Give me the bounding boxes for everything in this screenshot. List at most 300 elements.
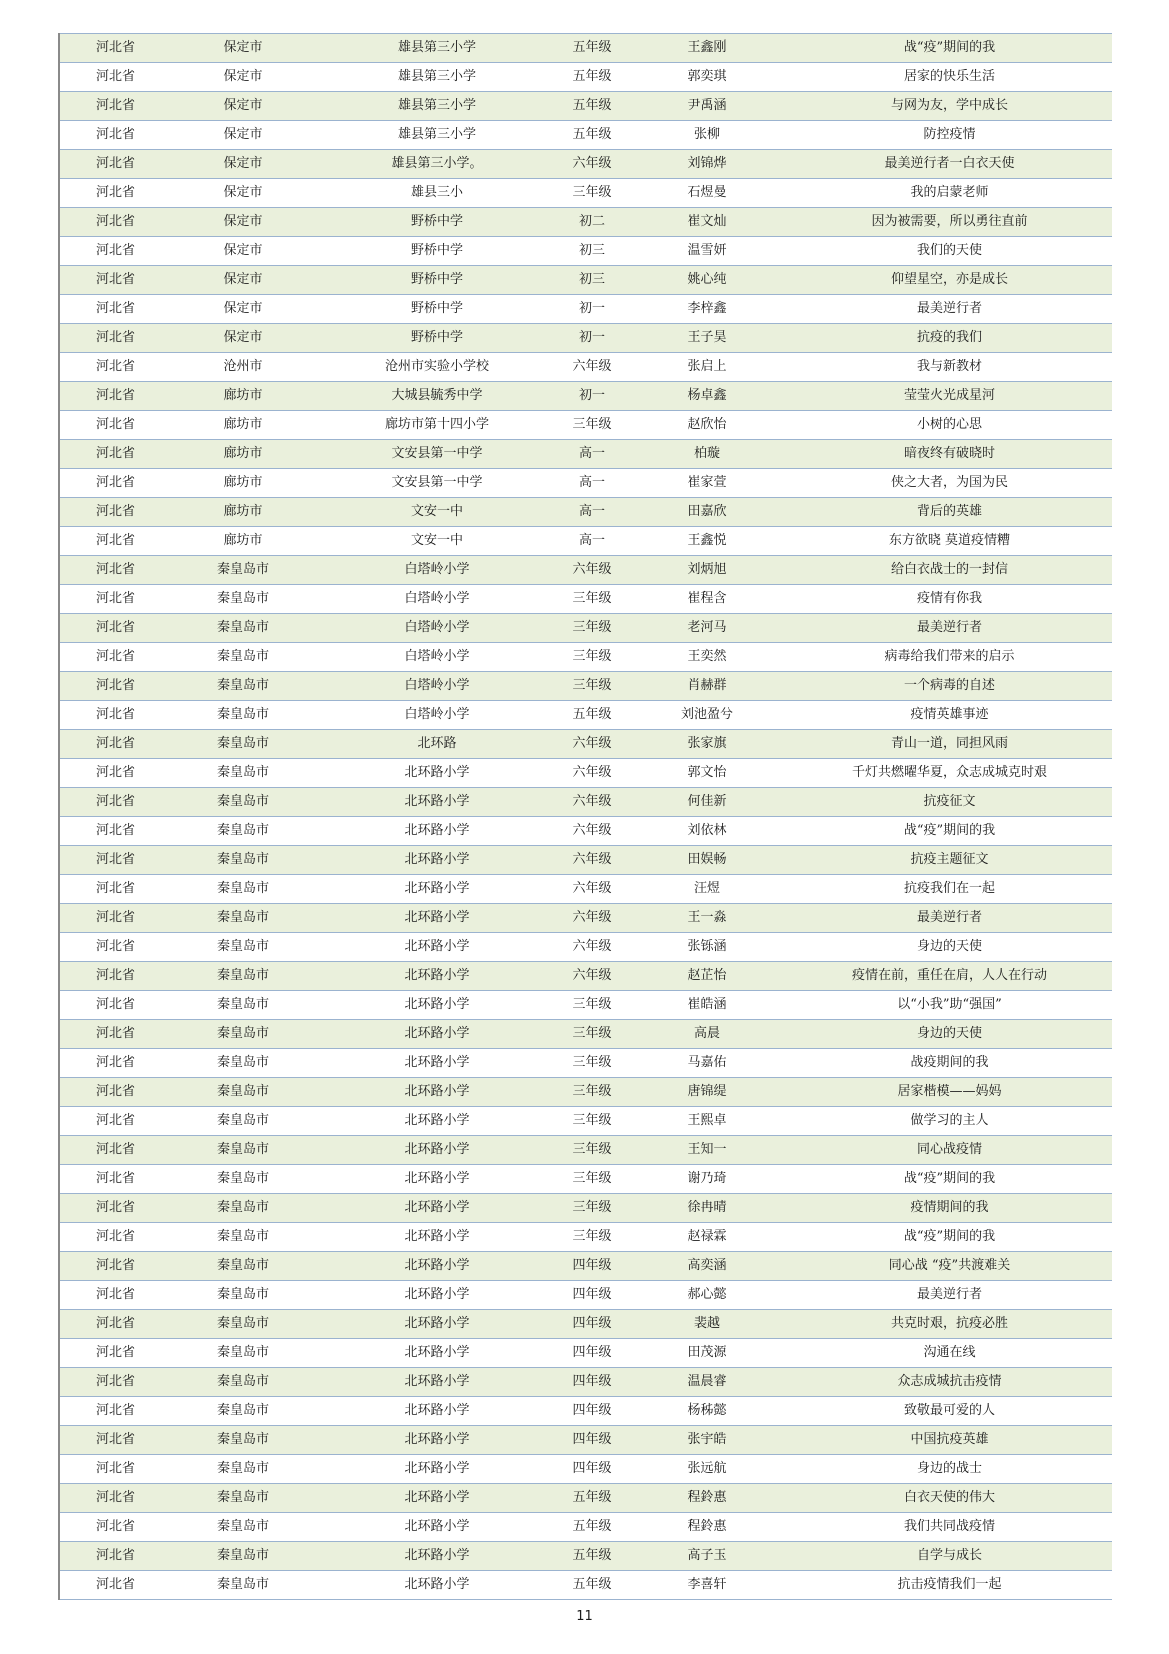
essay-title-cell: 一个病毒的自述 bbox=[787, 672, 1112, 701]
essay-title-cell: 我与新教材 bbox=[787, 353, 1112, 382]
essay-title-cell: 身边的天使 bbox=[787, 1020, 1112, 1049]
school-cell: 北环路小学 bbox=[317, 933, 557, 962]
grade-cell: 高一 bbox=[557, 440, 627, 469]
essay-title-cell: 以“小我”助“强国” bbox=[787, 991, 1112, 1020]
grade-cell: 三年级 bbox=[557, 1049, 627, 1078]
grade-cell: 三年级 bbox=[557, 614, 627, 643]
table-row bbox=[59, 846, 1112, 875]
grade-cell: 三年级 bbox=[557, 1107, 627, 1136]
city-cell: 廊坊市 bbox=[169, 498, 317, 527]
student-name-cell: 徐冉晴 bbox=[627, 1194, 787, 1223]
page-number: 11 bbox=[576, 1609, 593, 1624]
school-cell: 雄县第三小学 bbox=[317, 63, 557, 92]
city-cell: 秦皇岛市 bbox=[169, 614, 317, 643]
city-cell: 保定市 bbox=[169, 121, 317, 150]
essay-title-cell: 疫情英雄事迹 bbox=[787, 701, 1112, 730]
table-row bbox=[59, 701, 1112, 730]
school-cell: 北环路小学 bbox=[317, 1513, 557, 1542]
school-cell: 北环路小学 bbox=[317, 1194, 557, 1223]
school-cell: 白塔岭小学 bbox=[317, 643, 557, 672]
student-name-cell: 姚心纯 bbox=[627, 266, 787, 295]
province-cell: 河北省 bbox=[59, 1368, 169, 1397]
province-cell: 河北省 bbox=[59, 614, 169, 643]
student-name-cell: 王鑫刚 bbox=[627, 34, 787, 63]
student-name-cell: 崔文灿 bbox=[627, 208, 787, 237]
table-row bbox=[59, 933, 1112, 962]
province-cell: 河北省 bbox=[59, 295, 169, 324]
table-row bbox=[59, 179, 1112, 208]
school-cell: 北环路小学 bbox=[317, 991, 557, 1020]
school-cell: 雄县第三小学 bbox=[317, 34, 557, 63]
city-cell: 秦皇岛市 bbox=[169, 1455, 317, 1484]
school-cell: 野桥中学 bbox=[317, 237, 557, 266]
school-cell: 北环路小学 bbox=[317, 846, 557, 875]
table-row bbox=[59, 1136, 1112, 1165]
city-cell: 秦皇岛市 bbox=[169, 1281, 317, 1310]
city-cell: 廊坊市 bbox=[169, 469, 317, 498]
school-cell: 北环路小学 bbox=[317, 1339, 557, 1368]
essay-title-cell: 抗疫主题征文 bbox=[787, 846, 1112, 875]
table-row bbox=[59, 353, 1112, 382]
grade-cell: 四年级 bbox=[557, 1455, 627, 1484]
grade-cell: 三年级 bbox=[557, 1136, 627, 1165]
grade-cell: 四年级 bbox=[557, 1426, 627, 1455]
grade-cell: 五年级 bbox=[557, 701, 627, 730]
school-cell: 北环路小学 bbox=[317, 1020, 557, 1049]
table-row bbox=[59, 730, 1112, 759]
essay-title-cell: 自学与成长 bbox=[787, 1542, 1112, 1571]
city-cell: 保定市 bbox=[169, 208, 317, 237]
student-name-cell: 张铄涵 bbox=[627, 933, 787, 962]
student-name-cell: 唐锦缇 bbox=[627, 1078, 787, 1107]
city-cell: 秦皇岛市 bbox=[169, 1049, 317, 1078]
student-name-cell: 高奕涵 bbox=[627, 1252, 787, 1281]
table-row bbox=[59, 904, 1112, 933]
province-cell: 河北省 bbox=[59, 527, 169, 556]
student-name-cell: 赵欣怡 bbox=[627, 411, 787, 440]
city-cell: 秦皇岛市 bbox=[169, 1252, 317, 1281]
student-name-cell: 肖赫群 bbox=[627, 672, 787, 701]
essay-title-cell: 沟通在线 bbox=[787, 1339, 1112, 1368]
province-cell: 河北省 bbox=[59, 1426, 169, 1455]
city-cell: 秦皇岛市 bbox=[169, 730, 317, 759]
grade-cell: 五年级 bbox=[557, 1571, 627, 1600]
province-cell: 河北省 bbox=[59, 1107, 169, 1136]
essay-title-cell: 最美逆行者 bbox=[787, 614, 1112, 643]
province-cell: 河北省 bbox=[59, 585, 169, 614]
city-cell: 秦皇岛市 bbox=[169, 1310, 317, 1339]
province-cell: 河北省 bbox=[59, 121, 169, 150]
province-cell: 河北省 bbox=[59, 1165, 169, 1194]
city-cell: 秦皇岛市 bbox=[169, 1078, 317, 1107]
city-cell: 保定市 bbox=[169, 179, 317, 208]
student-name-cell: 李喜轩 bbox=[627, 1571, 787, 1600]
province-cell: 河北省 bbox=[59, 1049, 169, 1078]
city-cell: 秦皇岛市 bbox=[169, 962, 317, 991]
essay-title-cell: 最美逆行者 bbox=[787, 1281, 1112, 1310]
student-name-cell: 郝心懿 bbox=[627, 1281, 787, 1310]
student-name-cell: 裴越 bbox=[627, 1310, 787, 1339]
student-name-cell: 刘炳旭 bbox=[627, 556, 787, 585]
essay-title-cell: 抗疫我们在一起 bbox=[787, 875, 1112, 904]
school-cell: 北环路小学 bbox=[317, 1281, 557, 1310]
essay-title-cell: 青山一道，同担风雨 bbox=[787, 730, 1112, 759]
school-cell: 北环路小学 bbox=[317, 788, 557, 817]
grade-cell: 三年级 bbox=[557, 179, 627, 208]
essay-title-cell: 我的启蒙老师 bbox=[787, 179, 1112, 208]
city-cell: 保定市 bbox=[169, 150, 317, 179]
essay-title-cell: 我们共同战疫情 bbox=[787, 1513, 1112, 1542]
essay-title-cell: 最美逆行者一白衣天使 bbox=[787, 150, 1112, 179]
city-cell: 秦皇岛市 bbox=[169, 759, 317, 788]
table-row bbox=[59, 672, 1112, 701]
grade-cell: 六年级 bbox=[557, 353, 627, 382]
city-cell: 保定市 bbox=[169, 34, 317, 63]
province-cell: 河北省 bbox=[59, 1078, 169, 1107]
table-row bbox=[59, 324, 1112, 353]
student-name-cell: 程鈴惠 bbox=[627, 1513, 787, 1542]
city-cell: 秦皇岛市 bbox=[169, 1165, 317, 1194]
province-cell: 河北省 bbox=[59, 324, 169, 353]
school-cell: 北环路小学 bbox=[317, 817, 557, 846]
province-cell: 河北省 bbox=[59, 1339, 169, 1368]
province-cell: 河北省 bbox=[59, 730, 169, 759]
table-row bbox=[59, 643, 1112, 672]
school-cell: 野桥中学 bbox=[317, 324, 557, 353]
city-cell: 秦皇岛市 bbox=[169, 788, 317, 817]
table-row bbox=[59, 991, 1112, 1020]
table-row bbox=[59, 614, 1112, 643]
grade-cell: 初一 bbox=[557, 295, 627, 324]
school-cell: 白塔岭小学 bbox=[317, 585, 557, 614]
grade-cell: 五年级 bbox=[557, 1484, 627, 1513]
grade-cell: 六年级 bbox=[557, 788, 627, 817]
essay-title-cell: 战“疫”期间的我 bbox=[787, 1223, 1112, 1252]
essay-title-cell: 东方欲晓 莫道疫情糟 bbox=[787, 527, 1112, 556]
essay-title-cell: 同心战 “疫”共渡难关 bbox=[787, 1252, 1112, 1281]
province-cell: 河北省 bbox=[59, 382, 169, 411]
city-cell: 廊坊市 bbox=[169, 527, 317, 556]
school-cell: 雄县第三小学。 bbox=[317, 150, 557, 179]
student-name-cell: 张启上 bbox=[627, 353, 787, 382]
city-cell: 保定市 bbox=[169, 266, 317, 295]
school-cell: 北环路小学 bbox=[317, 904, 557, 933]
province-cell: 河北省 bbox=[59, 1281, 169, 1310]
city-cell: 沧州市 bbox=[169, 353, 317, 382]
province-cell: 河北省 bbox=[59, 63, 169, 92]
city-cell: 廊坊市 bbox=[169, 440, 317, 469]
grade-cell: 三年级 bbox=[557, 1194, 627, 1223]
table-row bbox=[59, 585, 1112, 614]
grade-cell: 五年级 bbox=[557, 1542, 627, 1571]
school-cell: 北环路小学 bbox=[317, 1455, 557, 1484]
school-cell: 北环路小学 bbox=[317, 1049, 557, 1078]
school-cell: 北环路 bbox=[317, 730, 557, 759]
school-cell: 北环路小学 bbox=[317, 1368, 557, 1397]
grade-cell: 初一 bbox=[557, 324, 627, 353]
table-row bbox=[59, 1339, 1112, 1368]
grade-cell: 四年级 bbox=[557, 1368, 627, 1397]
school-cell: 雄县三小 bbox=[317, 179, 557, 208]
city-cell: 秦皇岛市 bbox=[169, 1020, 317, 1049]
essay-title-cell: 与网为友，学中成长 bbox=[787, 92, 1112, 121]
table-row bbox=[59, 295, 1112, 324]
city-cell: 廊坊市 bbox=[169, 382, 317, 411]
province-cell: 河北省 bbox=[59, 817, 169, 846]
table-row bbox=[59, 1165, 1112, 1194]
school-cell: 白塔岭小学 bbox=[317, 701, 557, 730]
essay-title-cell: 身边的战士 bbox=[787, 1455, 1112, 1484]
city-cell: 秦皇岛市 bbox=[169, 1484, 317, 1513]
province-cell: 河北省 bbox=[59, 1455, 169, 1484]
student-name-cell: 刘池盈兮 bbox=[627, 701, 787, 730]
school-cell: 北环路小学 bbox=[317, 759, 557, 788]
student-name-cell: 郭文怡 bbox=[627, 759, 787, 788]
grade-cell: 六年级 bbox=[557, 730, 627, 759]
city-cell: 秦皇岛市 bbox=[169, 1426, 317, 1455]
province-cell: 河北省 bbox=[59, 701, 169, 730]
school-cell: 北环路小学 bbox=[317, 1078, 557, 1107]
city-cell: 秦皇岛市 bbox=[169, 1339, 317, 1368]
school-cell: 北环路小学 bbox=[317, 1223, 557, 1252]
province-cell: 河北省 bbox=[59, 991, 169, 1020]
essay-title-cell: 我们的天使 bbox=[787, 237, 1112, 266]
student-name-cell: 温晨睿 bbox=[627, 1368, 787, 1397]
table-row bbox=[59, 875, 1112, 904]
grade-cell: 三年级 bbox=[557, 1020, 627, 1049]
student-name-cell: 张远航 bbox=[627, 1455, 787, 1484]
essay-title-cell: 战疫期间的我 bbox=[787, 1049, 1112, 1078]
essay-title-cell: 战“疫”期间的我 bbox=[787, 1165, 1112, 1194]
essay-title-cell: 战“疫”期间的我 bbox=[787, 817, 1112, 846]
city-cell: 保定市 bbox=[169, 63, 317, 92]
province-cell: 河北省 bbox=[59, 933, 169, 962]
province-cell: 河北省 bbox=[59, 498, 169, 527]
student-name-cell: 程鈴惠 bbox=[627, 1484, 787, 1513]
student-name-cell: 尹禹涵 bbox=[627, 92, 787, 121]
province-cell: 河北省 bbox=[59, 1194, 169, 1223]
province-cell: 河北省 bbox=[59, 237, 169, 266]
student-name-cell: 马嘉佑 bbox=[627, 1049, 787, 1078]
school-cell: 北环路小学 bbox=[317, 1571, 557, 1600]
province-cell: 河北省 bbox=[59, 411, 169, 440]
essay-title-cell: 最美逆行者 bbox=[787, 904, 1112, 933]
grade-cell: 初三 bbox=[557, 266, 627, 295]
table-row bbox=[59, 1020, 1112, 1049]
table-row bbox=[59, 63, 1112, 92]
school-cell: 文安县第一中学 bbox=[317, 469, 557, 498]
city-cell: 秦皇岛市 bbox=[169, 817, 317, 846]
school-cell: 野桥中学 bbox=[317, 266, 557, 295]
province-cell: 河北省 bbox=[59, 1310, 169, 1339]
table-row bbox=[59, 962, 1112, 991]
province-cell: 河北省 bbox=[59, 266, 169, 295]
province-cell: 河北省 bbox=[59, 1223, 169, 1252]
essay-title-cell: 仰望星空，亦是成长 bbox=[787, 266, 1112, 295]
school-cell: 文安县第一中学 bbox=[317, 440, 557, 469]
student-name-cell: 李梓鑫 bbox=[627, 295, 787, 324]
city-cell: 秦皇岛市 bbox=[169, 1542, 317, 1571]
table-row bbox=[59, 1107, 1112, 1136]
table-row bbox=[59, 1426, 1112, 1455]
essay-title-cell: 侠之大者，为国为民 bbox=[787, 469, 1112, 498]
essay-title-cell: 千灯共燃曜华夏，众志成城克时艰 bbox=[787, 759, 1112, 788]
student-name-cell: 王奕然 bbox=[627, 643, 787, 672]
student-name-cell: 郭奕琪 bbox=[627, 63, 787, 92]
essay-title-cell: 给白衣战士的一封信 bbox=[787, 556, 1112, 585]
province-cell: 河北省 bbox=[59, 556, 169, 585]
student-name-cell: 谢乃琦 bbox=[627, 1165, 787, 1194]
city-cell: 秦皇岛市 bbox=[169, 933, 317, 962]
grade-cell: 高一 bbox=[557, 498, 627, 527]
table-row bbox=[59, 1368, 1112, 1397]
grade-cell: 五年级 bbox=[557, 34, 627, 63]
student-name-cell: 老河马 bbox=[627, 614, 787, 643]
student-name-cell: 王知一 bbox=[627, 1136, 787, 1165]
city-cell: 秦皇岛市 bbox=[169, 1223, 317, 1252]
city-cell: 秦皇岛市 bbox=[169, 643, 317, 672]
essay-title-cell: 众志成城抗击疫情 bbox=[787, 1368, 1112, 1397]
essay-title-cell: 白衣天使的伟大 bbox=[787, 1484, 1112, 1513]
table-row bbox=[59, 1484, 1112, 1513]
student-name-cell: 杨卓鑫 bbox=[627, 382, 787, 411]
city-cell: 秦皇岛市 bbox=[169, 846, 317, 875]
table-row bbox=[59, 1049, 1112, 1078]
essay-title-cell: 同心战疫情 bbox=[787, 1136, 1112, 1165]
table-row bbox=[59, 469, 1112, 498]
grade-cell: 六年级 bbox=[557, 817, 627, 846]
table-row bbox=[59, 121, 1112, 150]
grade-cell: 高一 bbox=[557, 527, 627, 556]
student-name-cell: 王一淼 bbox=[627, 904, 787, 933]
city-cell: 保定市 bbox=[169, 237, 317, 266]
grade-cell: 四年级 bbox=[557, 1339, 627, 1368]
province-cell: 河北省 bbox=[59, 353, 169, 382]
grade-cell: 三年级 bbox=[557, 1223, 627, 1252]
student-name-cell: 王熙卓 bbox=[627, 1107, 787, 1136]
table-row bbox=[59, 411, 1112, 440]
table-row bbox=[59, 1310, 1112, 1339]
student-name-cell: 田茂源 bbox=[627, 1339, 787, 1368]
student-name-cell: 崔家萱 bbox=[627, 469, 787, 498]
grade-cell: 四年级 bbox=[557, 1310, 627, 1339]
grade-cell: 高一 bbox=[557, 469, 627, 498]
school-cell: 北环路小学 bbox=[317, 1165, 557, 1194]
province-cell: 河北省 bbox=[59, 1136, 169, 1165]
school-cell: 文安一中 bbox=[317, 498, 557, 527]
school-cell: 北环路小学 bbox=[317, 1107, 557, 1136]
student-name-cell: 崔皓涵 bbox=[627, 991, 787, 1020]
student-name-cell: 田娱畅 bbox=[627, 846, 787, 875]
school-cell: 白塔岭小学 bbox=[317, 672, 557, 701]
table-row bbox=[59, 1281, 1112, 1310]
school-cell: 北环路小学 bbox=[317, 962, 557, 991]
province-cell: 河北省 bbox=[59, 1484, 169, 1513]
entries-table bbox=[58, 33, 1112, 1600]
grade-cell: 五年级 bbox=[557, 1513, 627, 1542]
school-cell: 野桥中学 bbox=[317, 208, 557, 237]
essay-title-cell: 疫情在前，重任在肩，人人在行动 bbox=[787, 962, 1112, 991]
city-cell: 秦皇岛市 bbox=[169, 1194, 317, 1223]
province-cell: 河北省 bbox=[59, 875, 169, 904]
school-cell: 白塔岭小学 bbox=[317, 614, 557, 643]
city-cell: 保定市 bbox=[169, 295, 317, 324]
city-cell: 秦皇岛市 bbox=[169, 991, 317, 1020]
city-cell: 秦皇岛市 bbox=[169, 904, 317, 933]
province-cell: 河北省 bbox=[59, 672, 169, 701]
city-cell: 秦皇岛市 bbox=[169, 1136, 317, 1165]
province-cell: 河北省 bbox=[59, 1020, 169, 1049]
province-cell: 河北省 bbox=[59, 208, 169, 237]
school-cell: 野桥中学 bbox=[317, 295, 557, 324]
table-row bbox=[59, 498, 1112, 527]
school-cell: 北环路小学 bbox=[317, 1542, 557, 1571]
province-cell: 河北省 bbox=[59, 643, 169, 672]
city-cell: 秦皇岛市 bbox=[169, 875, 317, 904]
table-row bbox=[59, 382, 1112, 411]
student-name-cell: 刘锦烨 bbox=[627, 150, 787, 179]
grade-cell: 五年级 bbox=[557, 63, 627, 92]
grade-cell: 六年级 bbox=[557, 962, 627, 991]
school-cell: 文安一中 bbox=[317, 527, 557, 556]
student-name-cell: 王子昊 bbox=[627, 324, 787, 353]
essay-title-cell: 病毒给我们带来的启示 bbox=[787, 643, 1112, 672]
table-row bbox=[59, 1455, 1112, 1484]
province-cell: 河北省 bbox=[59, 440, 169, 469]
table-row bbox=[59, 1571, 1112, 1600]
student-name-cell: 张柳 bbox=[627, 121, 787, 150]
student-name-cell: 石煜曼 bbox=[627, 179, 787, 208]
province-cell: 河北省 bbox=[59, 962, 169, 991]
student-name-cell: 高晨 bbox=[627, 1020, 787, 1049]
grade-cell: 六年级 bbox=[557, 150, 627, 179]
school-cell: 北环路小学 bbox=[317, 1397, 557, 1426]
city-cell: 秦皇岛市 bbox=[169, 585, 317, 614]
city-cell: 秦皇岛市 bbox=[169, 1368, 317, 1397]
student-name-cell: 杨秭懿 bbox=[627, 1397, 787, 1426]
student-name-cell: 柏璇 bbox=[627, 440, 787, 469]
table-row bbox=[59, 556, 1112, 585]
table-row bbox=[59, 1542, 1112, 1571]
city-cell: 保定市 bbox=[169, 324, 317, 353]
school-cell: 北环路小学 bbox=[317, 1136, 557, 1165]
entries-table-body bbox=[59, 34, 1112, 1600]
essay-title-cell: 抗击疫情我们一起 bbox=[787, 1571, 1112, 1600]
school-cell: 沧州市实验小学校 bbox=[317, 353, 557, 382]
grade-cell: 三年级 bbox=[557, 1078, 627, 1107]
province-cell: 河北省 bbox=[59, 1571, 169, 1600]
grade-cell: 六年级 bbox=[557, 933, 627, 962]
city-cell: 廊坊市 bbox=[169, 411, 317, 440]
grade-cell: 初一 bbox=[557, 382, 627, 411]
grade-cell: 初三 bbox=[557, 237, 627, 266]
essay-title-cell: 中国抗疫英雄 bbox=[787, 1426, 1112, 1455]
table-row bbox=[59, 208, 1112, 237]
city-cell: 秦皇岛市 bbox=[169, 1571, 317, 1600]
province-cell: 河北省 bbox=[59, 179, 169, 208]
school-cell: 大城县毓秀中学 bbox=[317, 382, 557, 411]
table-row bbox=[59, 1194, 1112, 1223]
province-cell: 河北省 bbox=[59, 1513, 169, 1542]
province-cell: 河北省 bbox=[59, 846, 169, 875]
essay-title-cell: 居家楷模——妈妈 bbox=[787, 1078, 1112, 1107]
school-cell: 雄县第三小学 bbox=[317, 121, 557, 150]
city-cell: 秦皇岛市 bbox=[169, 1107, 317, 1136]
grade-cell: 四年级 bbox=[557, 1252, 627, 1281]
city-cell: 秦皇岛市 bbox=[169, 1513, 317, 1542]
school-cell: 雄县第三小学 bbox=[317, 92, 557, 121]
essay-title-cell: 背后的英雄 bbox=[787, 498, 1112, 527]
